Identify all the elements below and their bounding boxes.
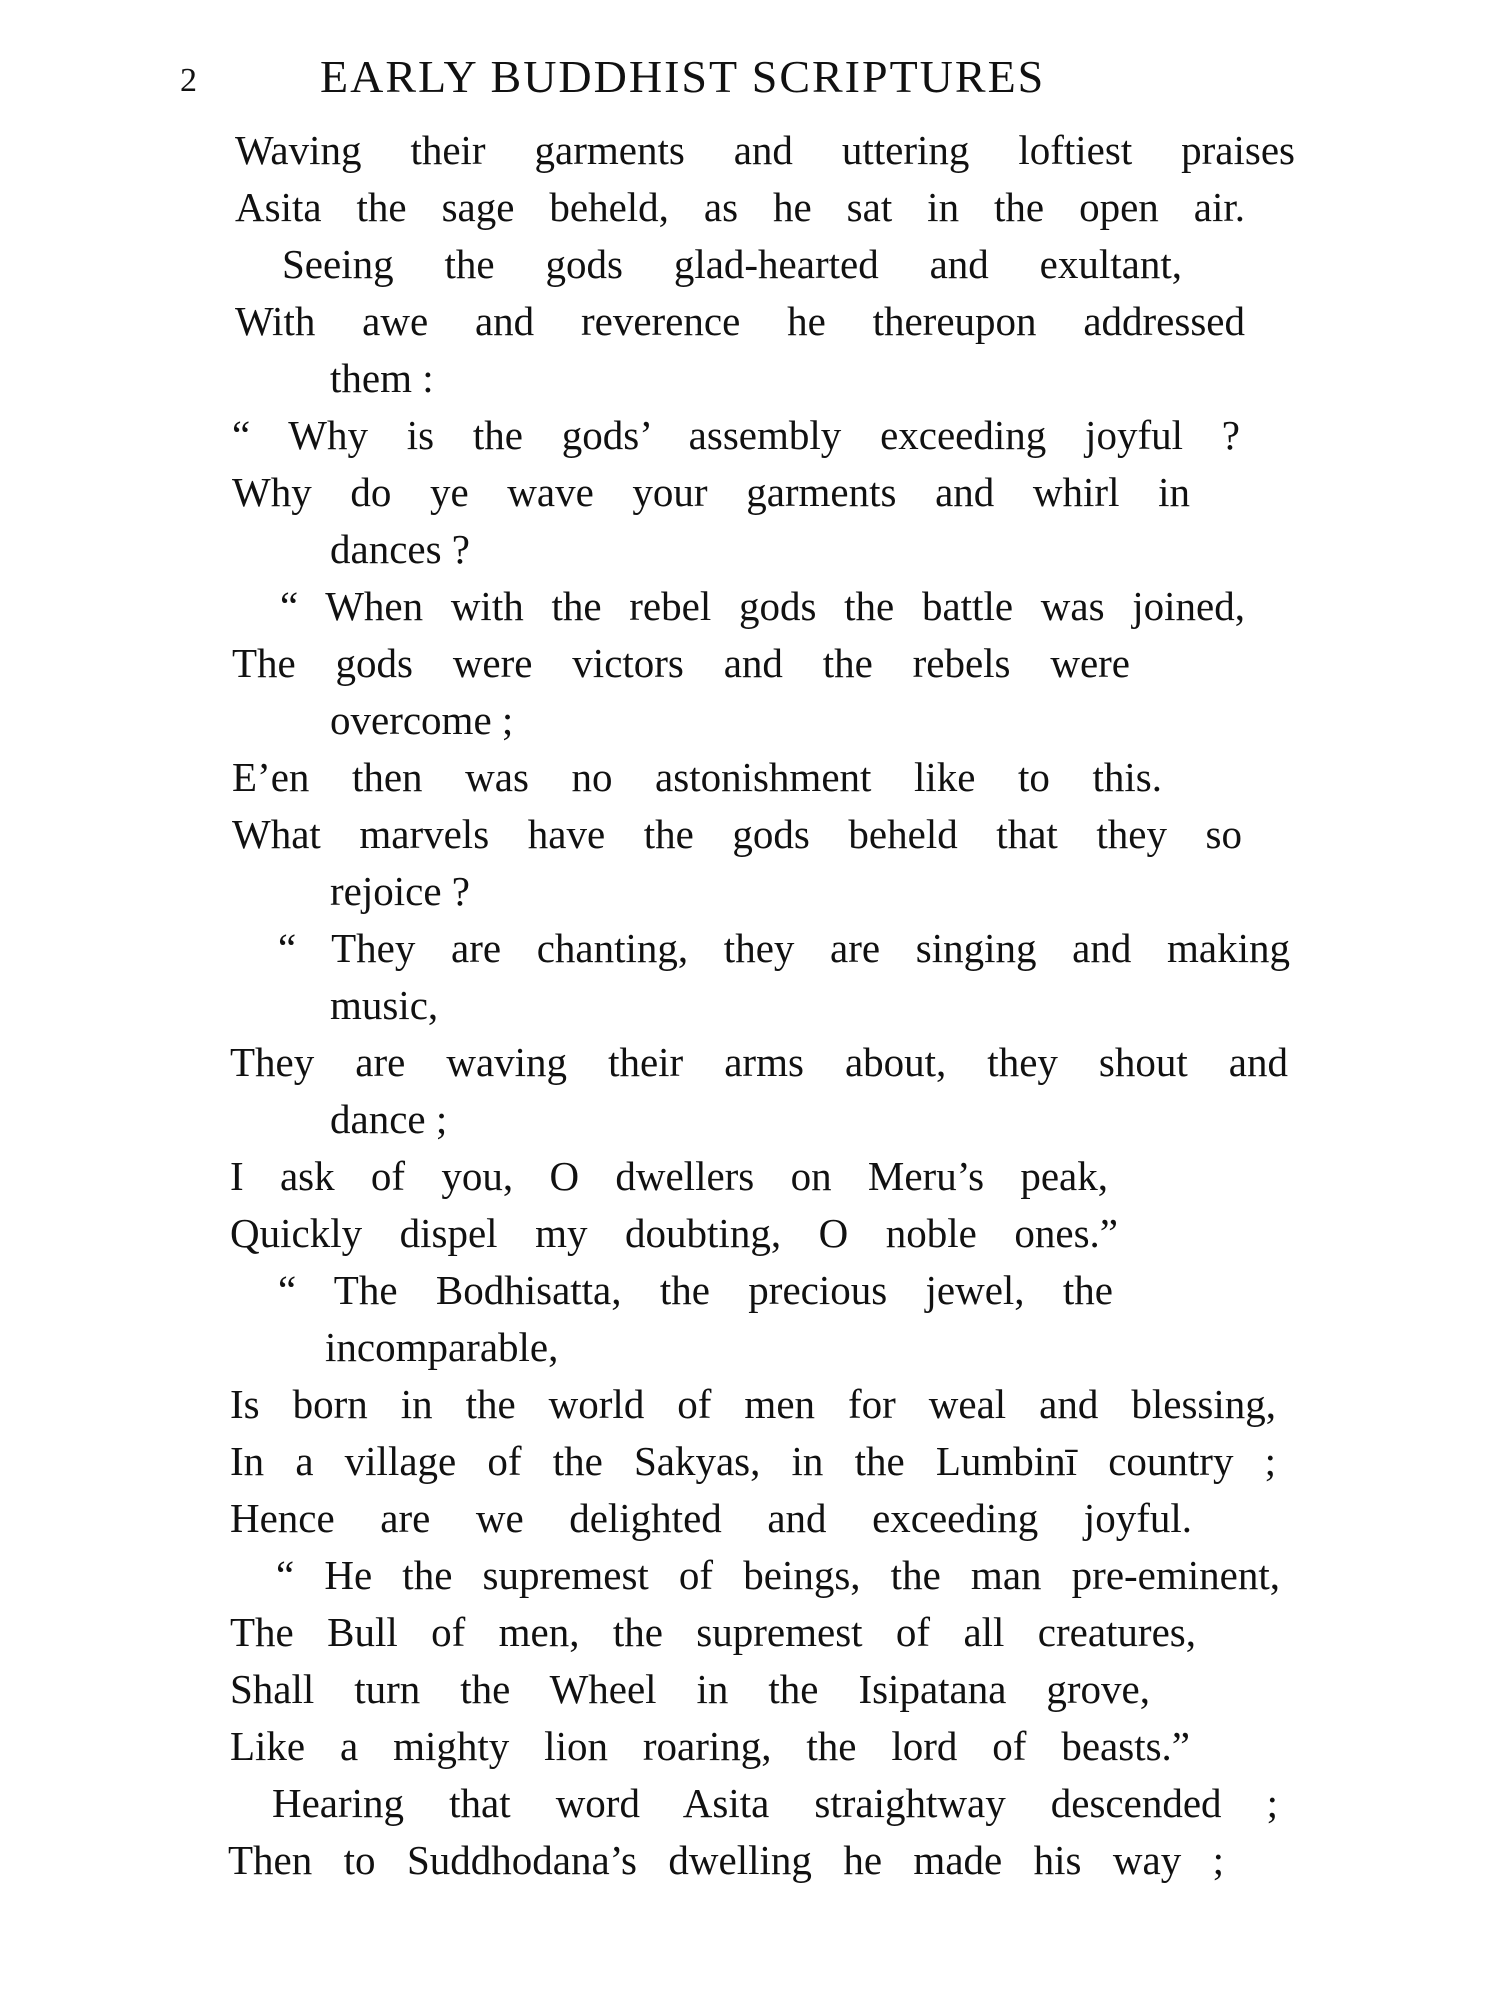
poem-line: dance ; <box>330 1096 448 1142</box>
poem-line: Asita the sage beheld, as he sat in the open air. <box>235 184 1245 230</box>
poem-line: With awe and reverence he thereupon addressed <box>235 298 1245 344</box>
poem-line: E’en then was no astonishment like to this. <box>232 754 1162 800</box>
poem-line: overcome ; <box>330 697 514 743</box>
poem-line: Quickly dispel my doubting, O noble ones.” <box>230 1210 1118 1256</box>
poem-line: incomparable, <box>325 1324 559 1370</box>
poem-line: Like a mighty lion roaring, the lord of beasts.” <box>230 1723 1190 1769</box>
poem-line: Seeing the gods glad-hearted and exultant, <box>282 241 1182 287</box>
poem-line: The Bull of men, the supremest of all creatures, <box>230 1609 1196 1655</box>
poem-line: In a village of the Sakyas, in the Lumbinī country ; <box>230 1438 1276 1484</box>
poem-line: The gods were victors and the rebels were <box>232 640 1130 686</box>
poem-line: them : <box>330 355 434 401</box>
poem-line: dances ? <box>330 526 470 572</box>
running-title: EARLY BUDDHIST SCRIPTURES <box>320 51 1046 102</box>
poem-line: They are waving their arms about, they shout and <box>230 1039 1288 1085</box>
poem-line: Waving their garments and uttering loftiest praises <box>235 127 1295 173</box>
poem-line: “ When with the rebel gods the battle was joined, <box>280 583 1245 629</box>
poem-line: Then to Suddhodana’s dwelling he made his way ; <box>228 1837 1224 1883</box>
poem-line: Why do ye wave your garments and whirl in <box>232 469 1190 515</box>
poem-line: “ They are chanting, they are singing and making <box>278 925 1290 971</box>
poem-line: What marvels have the gods beheld that they so <box>232 811 1242 857</box>
poem-line: Hearing that word Asita straightway descended ; <box>272 1780 1278 1826</box>
poem-line: I ask of you, O dwellers on Meru’s peak, <box>230 1153 1108 1199</box>
page-header <box>180 50 1180 110</box>
poem-line: rejoice ? <box>330 868 470 914</box>
poem-line: Hence are we delighted and exceeding joyful. <box>230 1495 1192 1541</box>
poem-line: “ The Bodhisatta, the precious jewel, the <box>278 1267 1113 1313</box>
poem-line: music, <box>330 982 439 1028</box>
poem-line: “ He the supremest of beings, the man pre-eminent, <box>276 1552 1280 1598</box>
page-number: 2 <box>180 62 197 99</box>
poem-line: “ Why is the gods’ assembly exceeding joyful ? <box>232 412 1240 458</box>
poem-line: Is born in the world of men for weal and blessing, <box>230 1381 1276 1427</box>
poem-line: Shall turn the Wheel in the Isipatana grove, <box>230 1666 1150 1712</box>
